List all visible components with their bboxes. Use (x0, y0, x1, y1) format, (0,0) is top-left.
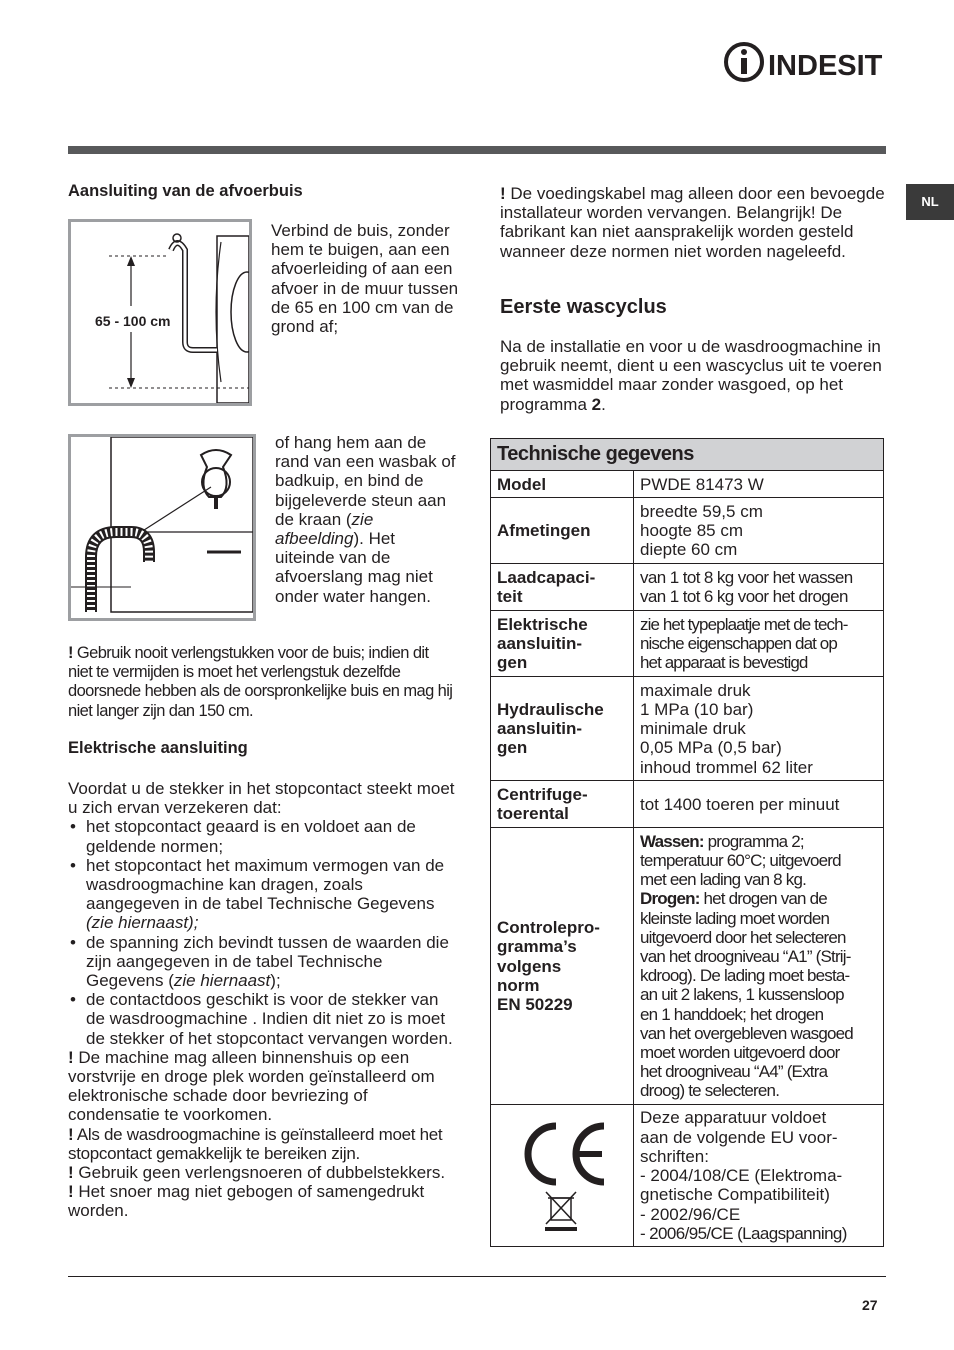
electric-section (68, 779, 460, 1221)
row-key: Afmetingen (491, 498, 634, 564)
extension-warning (68, 644, 454, 721)
warning-mark: ! (68, 1047, 74, 1067)
list-item: • het stopcontact geaard is en voldoet aan de geldende normen; (68, 817, 460, 855)
row-key: Model (491, 471, 634, 498)
value-line: Deze apparatuur voldoet (640, 1108, 827, 1128)
key-line: Centrifuge- (497, 785, 588, 804)
wash-label: Wassen: (640, 831, 704, 851)
first-cycle-body: Na de installatie en voor u de wasdroogmachine in gebruik neemt, dient u een wascyclus uit te voeren met wasmiddel maar zonder wasgoed, op het programma (500, 337, 882, 414)
value-line: inhoud trommel 62 liter (640, 757, 813, 777)
value-line: van 1 tot 8 kg voor het wassen (640, 568, 853, 587)
drain-text-2-part-a: of hang hem aan de rand van een wasbak of badkuip, en bind de bijgeleverde steun aan de kraan ( (275, 433, 456, 529)
table-row (491, 564, 884, 611)
value-line: gnetische Compatibiliteit) (640, 1185, 830, 1205)
value-line: - 2004/108/CE (Elektroma- (640, 1166, 843, 1186)
extension-cord-warning (68, 1163, 460, 1182)
value-line: hoogte 85 cm (640, 521, 744, 541)
value-line: van het droogniveau “A1” (Strij- (640, 947, 851, 966)
value-line: van 1 tot 6 kg voor het drogen (640, 587, 848, 607)
drain-height-figure (68, 219, 252, 406)
row-value (634, 828, 884, 1105)
list-item-italic: (zie hiernaast); (86, 913, 199, 933)
warning-mark: ! (68, 644, 73, 662)
tech-data-table-wrap (490, 438, 884, 1247)
key-line: gen (497, 653, 528, 673)
table-row (491, 471, 884, 498)
value-line: an uit 2 lakens, 1 kussensloop (640, 985, 844, 1005)
key-line: gen (497, 738, 528, 758)
value-line: en 1 handdoek; het drogen (640, 1004, 824, 1024)
power-cable-warning (500, 184, 886, 261)
warning-mark: ! (500, 184, 506, 203)
value-line: temperatuur 60°C; uitgevoerd (640, 850, 841, 870)
indoor-warning (68, 1048, 460, 1125)
socket-access-warning-text: Als de wasdroogmachine is geïnstalleerd moet het stopcontact gemakkelijk te bereiken zijn. (68, 1124, 443, 1163)
value-text: het drogen van de (699, 889, 827, 909)
value-line: van het overgebleven wasgoed (640, 1023, 853, 1043)
value-line: kleinste lading moet worden (640, 908, 830, 928)
value-line: uitgevoerd door het selecteren (640, 927, 846, 947)
dry-label: Drogen: (640, 889, 700, 909)
brand-name: INDESIT (768, 50, 883, 82)
row-key (491, 564, 634, 611)
list-item-text: de spanning zich bevindt tussen de waarden die zijn aangegeven in de tabel Technische Gegevens ( (86, 932, 449, 991)
value-line: minimale druk (640, 719, 746, 739)
value-line: het droogniveau “A4” (Extra (640, 1062, 828, 1082)
table-row (491, 677, 884, 781)
key-line: Elektrische (497, 614, 588, 634)
list-item-text: het stopcontact het maximum vermogen van de wasdroogmachine kan dragen, zoals aangegeven in de tabel Technische Gegevens (86, 855, 445, 914)
table-row (491, 828, 884, 1105)
drain-text-2-italic: zie afbeelding (275, 509, 374, 549)
first-cycle-program: 2 (591, 394, 602, 414)
electric-checklist (68, 817, 460, 1047)
value-text: programma 2; (703, 831, 804, 851)
row-value (634, 1105, 884, 1247)
row-value (634, 564, 884, 611)
value-line: 1 MPa (10 bar) (640, 699, 754, 719)
drain-hook-figure (68, 434, 256, 621)
first-cycle-heading: Eerste wascyclus (500, 296, 667, 318)
key-line: Controlepro- (497, 918, 600, 938)
page-number: 27 (862, 1297, 878, 1313)
key-line: EN 50229 (497, 995, 573, 1014)
warning-mark: ! (68, 1124, 74, 1144)
power-cable-warning-text: De voedingskabel mag alleen door een bevoegde installateur worden vervangen. Belangrijk! De fabrikant kan niet aansprakelijk worden gesteld wanneer deze normen niet worden nageleefd. (500, 184, 885, 261)
row-value (634, 611, 884, 677)
value-line (640, 832, 877, 851)
value-line: met een lading van 8 kg. (640, 870, 807, 890)
drain-height-label: 65 - 100 cm (95, 313, 171, 329)
ce-mark-icon (512, 1116, 612, 1232)
value-line: 0,05 MPa (0,5 bar) (640, 738, 782, 758)
list-item-text-end: ); (270, 971, 281, 991)
language-tab: NL (906, 184, 954, 220)
value-line: - 2006/95/CE (Laagspanning) (640, 1223, 847, 1243)
key-line: aansluitin- (497, 634, 583, 654)
top-divider (68, 146, 886, 154)
tech-table-title: Technische gegevens (491, 439, 884, 471)
list-item (68, 933, 460, 991)
value-line: het apparaat is bevestigd (640, 653, 808, 673)
value-line (640, 889, 877, 908)
cable-bend-warning (68, 1182, 460, 1220)
electric-heading: Elektrische aansluiting (68, 739, 248, 757)
indoor-warning-text: De machine mag alleen binnenshuis op een vorstvrije en droge plek worden geïnstalleerd om elektronische schade door bevriezing of condensatie te voorkomen. (68, 1047, 435, 1125)
row-value: PWDE 81473 W (634, 471, 884, 498)
key-line: norm (497, 975, 540, 995)
value-line: kdroog). De lading moet besta- (640, 966, 850, 986)
cable-bend-warning-text: Het snoer mag niet gebogen of samengedrukt worden. (68, 1182, 425, 1221)
first-cycle-end: . (601, 394, 606, 414)
bottom-divider (68, 1276, 886, 1277)
drain-text-2-part-b: ). Het uiteinde van de afvoerslang mag niet onder water hangen. (275, 529, 433, 606)
value-line: zie het typeplaatje met de tech- (640, 614, 848, 634)
row-key (491, 828, 634, 1105)
table-row (491, 498, 884, 564)
row-key (491, 611, 634, 677)
table-row (491, 781, 884, 828)
key-line: Laadcapaci- (497, 568, 596, 587)
indesit-logo (722, 38, 892, 86)
drain-text-1: Verbind de buis, zonder hem te buigen, aan een afvoerleiding of aan een afvoer in de muur tussen de 65 en 100 cm van de grond af; (271, 221, 459, 337)
value-line: breedte 59,5 cm (640, 501, 763, 521)
key-line: Hydraulische (497, 699, 604, 719)
value-line: aan de volgende EU voor- (640, 1127, 838, 1147)
key-line: gramma’s (497, 937, 577, 957)
key-line: aansluitin- (497, 719, 583, 739)
value-line: nische eigenschappen dat op (640, 634, 837, 654)
indesit-logo-mark (722, 38, 892, 86)
warning-mark: ! (68, 1182, 74, 1202)
value-line: schriften: (640, 1146, 709, 1166)
key-line: toerental (497, 804, 569, 824)
list-item (68, 856, 460, 933)
table-title-row (491, 439, 884, 471)
row-value (634, 498, 884, 564)
eu-marks-cell (491, 1105, 634, 1247)
weee-bin-icon (545, 1192, 577, 1231)
extension-cord-warning-text: Gebruik geen verlengsnoeren of dubbelstekkers. (73, 1163, 446, 1183)
key-line: volgens (497, 956, 562, 976)
electric-intro: Voordat u de stekker in het stopcontact steekt moet u zich ervan verzekeren dat: (68, 779, 455, 818)
first-cycle-text (500, 337, 884, 414)
value-line: - 2002/96/CE (640, 1204, 741, 1224)
key-line: teit (497, 587, 523, 607)
drain-text-2 (275, 433, 459, 606)
socket-access-warning (68, 1125, 460, 1163)
value-line: droog) te selecteren. (640, 1081, 780, 1101)
list-item-italic: zie hiernaast (173, 971, 271, 991)
table-row (491, 611, 884, 677)
row-key (491, 781, 634, 828)
value-line: maximale druk (640, 680, 751, 700)
table-row (491, 1105, 884, 1247)
drain-heading: Aansluiting van de afvoerbuis (68, 182, 303, 200)
row-value: tot 1400 toeren per minuut (634, 781, 884, 828)
row-value (634, 677, 884, 781)
extension-warning-text: Gebruik nooit verlengstukken voor de buis; indien dit niet te vermijden is moet het verlengstuk dezelfde doorsnede hebben als de oorspronkelijke buis en mag hij niet langer zijn dan 150 cm. (68, 644, 453, 720)
value-line: moet worden uitgevoerd door (640, 1043, 840, 1063)
value-line: diepte 60 cm (640, 540, 738, 560)
tech-data-table (490, 438, 884, 1247)
row-key (491, 677, 634, 781)
warning-mark: ! (68, 1163, 74, 1183)
drain-hook-illustration (71, 437, 253, 618)
list-item: • de contactdoos geschikt is voor de stekker van de wasdroogmachine . Indien dit niet zo is moet de stekker of het stopcontact vervangen worden. (68, 990, 460, 1048)
